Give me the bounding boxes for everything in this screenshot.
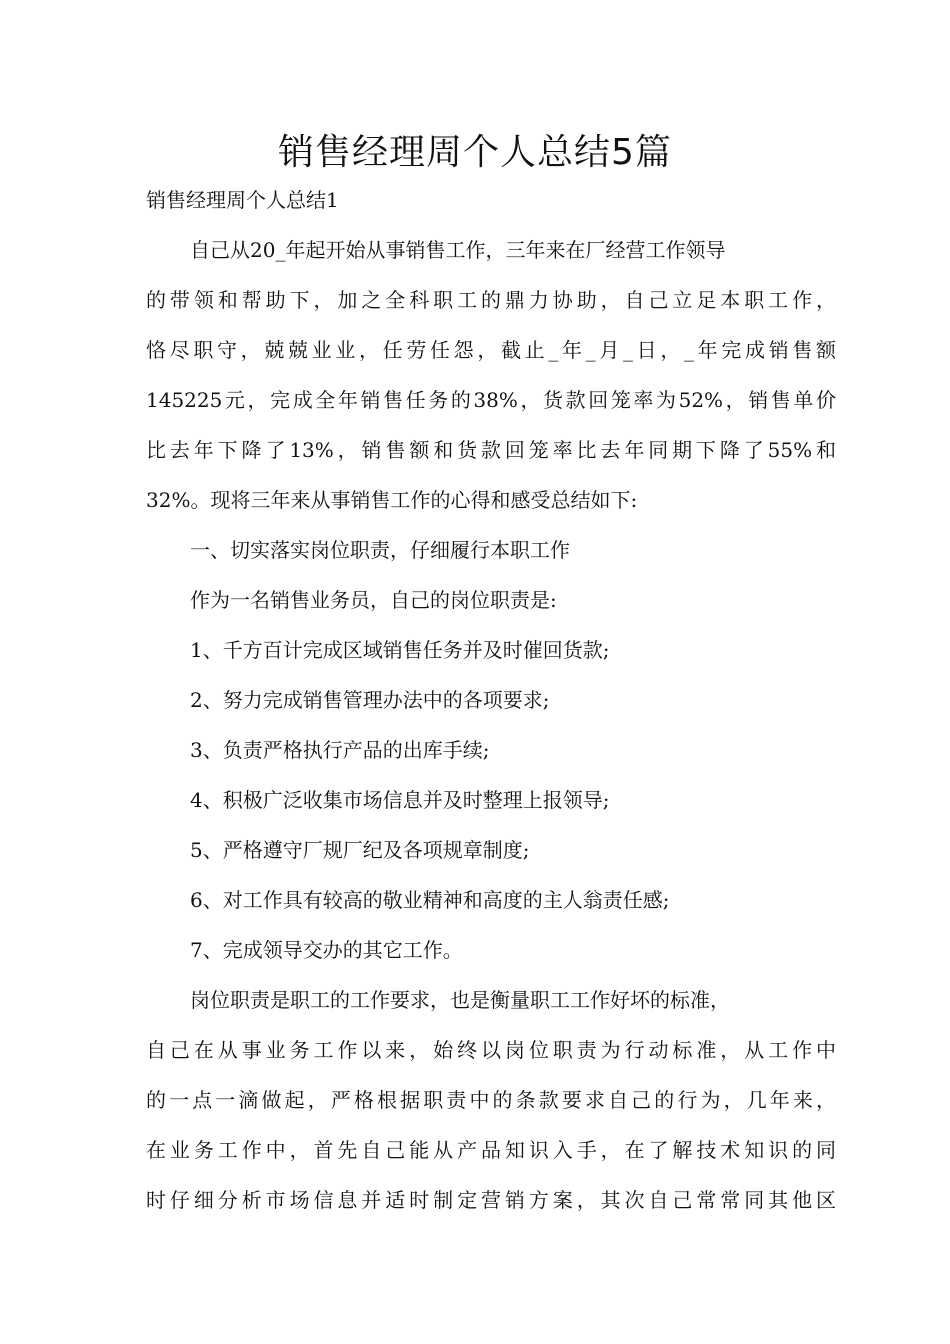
paragraph-line: 作为一名销售业务员，自己的岗位职责是:	[190, 588, 557, 612]
section-heading-line: 一、切实落实岗位职责，仔细履行本职工作	[190, 538, 570, 562]
paragraph-line: 比去年下降了13%，销售额和货款回笼率比去年同期下降了55%和	[146, 438, 836, 462]
document-title: 销售经理周个人总结5篇	[278, 132, 672, 173]
body-text	[146, 233, 836, 1233]
list-item: 6、对工作具有较高的敬业精神和高度的主人翁责任感;	[190, 888, 670, 912]
list-item: 7、完成领导交办的其它工作。	[190, 938, 463, 962]
paragraph-line: 32%。现将三年来从事销售工作的心得和感受总结如下:	[146, 488, 638, 512]
paragraph-line: 岗位职责是职工的工作要求，也是衡量职工工作好坏的标准，	[190, 988, 730, 1012]
paragraph-line: 的带领和帮助下，加之全科职工的鼎力协助，自己立足本职工作，	[146, 288, 836, 312]
paragraph-line: 时仔细分析市场信息并适时制定营销方案，其次自己常常同其他区	[146, 1188, 836, 1212]
section-heading: 销售经理周个人总结1	[146, 188, 339, 212]
list-item: 1、千方百计完成区域销售任务并及时催回货款;	[190, 638, 610, 662]
paragraph-line: 的一点一滴做起，严格根据职责中的条款要求自己的行为，几年来，	[146, 1088, 836, 1112]
paragraph-line: 自己从20_年起开始从事销售工作，三年来在厂经营工作领导	[190, 238, 726, 262]
paragraph-line: 恪尽职守，兢兢业业，任劳任怨，截止_年_月_日，_年完成销售额	[146, 338, 836, 362]
list-item: 2、努力完成销售管理办法中的各项要求;	[190, 688, 550, 712]
list-item: 5、严格遵守厂规厂纪及各项规章制度;	[190, 838, 530, 862]
paragraph-line: 145225元，完成全年销售任务的38%，货款回笼率为52%，销售单价	[146, 388, 836, 412]
list-item: 4、积极广泛收集市场信息并及时整理上报领导;	[190, 788, 610, 812]
paragraph-line: 自己在从事业务工作以来，始终以岗位职责为行动标准，从工作中	[146, 1038, 836, 1062]
paragraph-line: 在业务工作中，首先自己能从产品知识入手，在了解技术知识的同	[146, 1138, 836, 1162]
list-item: 3、负责严格执行产品的出库手续;	[190, 738, 490, 762]
